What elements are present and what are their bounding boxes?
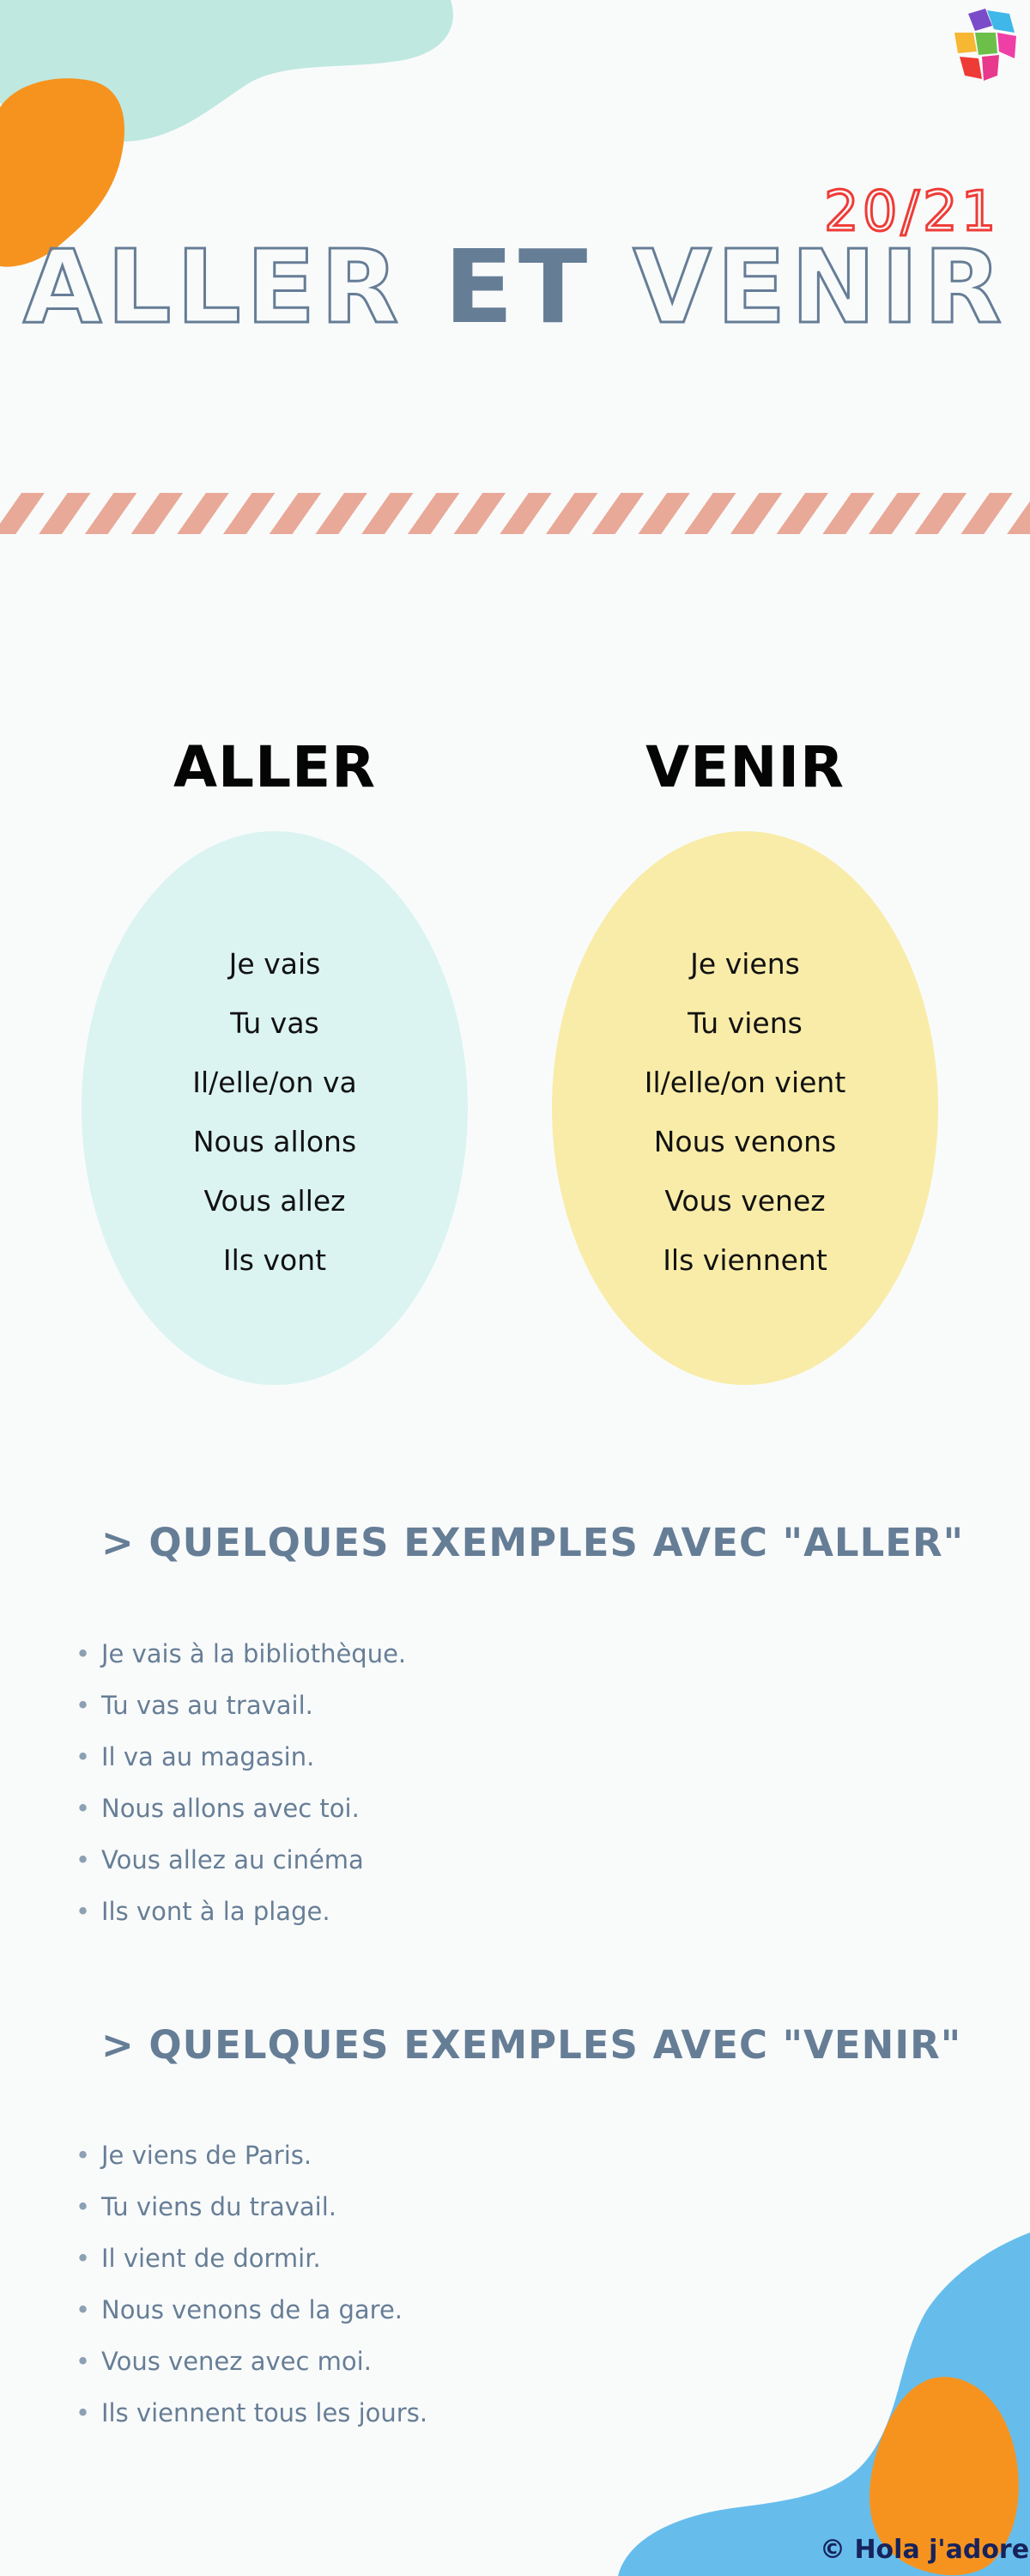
- aller-conjugation-oval: [82, 831, 468, 1385]
- bullet-icon: •: [76, 1742, 91, 1771]
- list-item: • Il vient de dormir.: [76, 2233, 762, 2284]
- list-item: • Tu viens du travail.: [76, 2181, 762, 2233]
- bullet-icon: •: [76, 1845, 91, 1874]
- footer-credit: © Hola j'adore: [820, 2535, 1030, 2565]
- colorful-cube-icon: [942, 7, 1025, 89]
- conjugation-form: Il/elle/on va: [192, 1066, 357, 1099]
- conjugation-form: Vous venez: [664, 1184, 826, 1218]
- title-venir: VENIR: [633, 228, 1007, 346]
- title-et: ET: [444, 228, 593, 346]
- bullet-icon: •: [76, 1639, 91, 1668]
- conjugation-form: Ils viennent: [663, 1243, 827, 1277]
- bullet-icon: •: [76, 2295, 91, 2324]
- conjugation-form: Ils vont: [222, 1243, 327, 1277]
- bullet-icon: •: [76, 2141, 91, 2170]
- striped-divider: [0, 493, 1030, 534]
- aller-examples-list: [76, 1628, 762, 1937]
- list-item: • Nous venons de la gare.: [76, 2284, 762, 2336]
- school-year-label: 20/21: [824, 180, 1000, 244]
- conjugation-form: Vous allez: [203, 1184, 346, 1218]
- list-item: • Ils vont à la plage.: [76, 1886, 762, 1937]
- conjugation-form: Tu vas: [230, 1006, 319, 1040]
- conjugation-form: Nous venons: [653, 1125, 837, 1158]
- conjugation-form: Je vais: [228, 947, 321, 981]
- aller-examples-heading: > QUELQUES EXEMPLES AVEC "ALLER": [101, 1520, 965, 1565]
- list-item: • Il va au magasin.: [76, 1731, 762, 1783]
- list-item: • Tu vas au travail.: [76, 1680, 762, 1731]
- venir-conjugation-list: [552, 934, 938, 1290]
- conjugation-form: Tu viens: [688, 1006, 803, 1040]
- list-item: • Vous venez avec moi.: [76, 2336, 762, 2387]
- list-item: • Nous allons avec toi.: [76, 1783, 762, 1834]
- venir-heading: VENIR: [645, 734, 845, 800]
- list-item: • Je vais à la bibliothèque.: [76, 1628, 762, 1680]
- conjugation-form: Nous allons: [192, 1125, 357, 1158]
- bullet-icon: •: [76, 2244, 91, 2273]
- bullet-icon: •: [76, 1794, 91, 1823]
- list-item: • Vous allez au cinéma: [76, 1834, 762, 1886]
- bullet-icon: •: [76, 2347, 91, 2376]
- bullet-icon: •: [76, 1691, 91, 1720]
- bullet-icon: •: [76, 2398, 91, 2427]
- conjugation-form: Il/elle/on vient: [644, 1066, 846, 1099]
- venir-examples-heading: > QUELQUES EXEMPLES AVEC "VENIR": [101, 2022, 962, 2068]
- aller-heading: ALLER: [173, 734, 377, 800]
- bullet-icon: •: [76, 1897, 91, 1926]
- list-item: • Je viens de Paris.: [76, 2129, 762, 2181]
- page-title: [0, 228, 1030, 346]
- bullet-icon: •: [76, 2192, 91, 2221]
- venir-conjugation-oval: [552, 831, 938, 1385]
- title-aller: ALLER: [23, 228, 404, 346]
- aller-conjugation-list: [82, 934, 468, 1290]
- list-item: • Ils viennent tous les jours.: [76, 2387, 762, 2439]
- conjugation-form: Je viens: [690, 947, 800, 981]
